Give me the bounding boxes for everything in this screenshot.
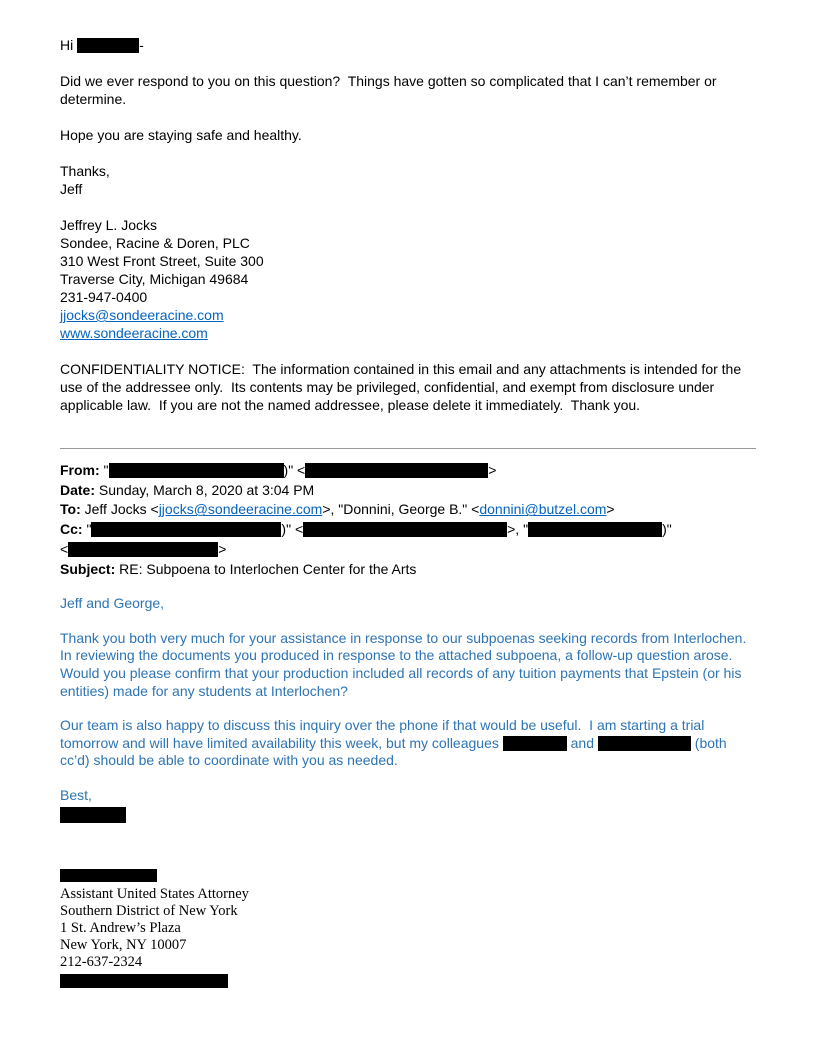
cc-text: >, " xyxy=(507,521,529,538)
redaction-bar xyxy=(305,463,488,478)
signature-website-link[interactable]: www.sondeeracine.com xyxy=(60,325,208,341)
redaction-bar xyxy=(303,522,507,537)
quoted-text: Our team is also happy to discuss this inquiry over the phone if that would be useful. I am starting a trial tomorrow and will have limited availability this week, but my colleagues xyxy=(60,717,709,751)
signature-city: Traverse City, Michigan 49684 xyxy=(60,271,249,287)
from-text: )" < xyxy=(283,462,306,478)
signature-phone: 231-947-0400 xyxy=(60,289,148,305)
cc-text: )" xyxy=(662,521,672,538)
ausa-address-line2: New York, NY 10007 xyxy=(60,936,187,953)
signature-email-link[interactable]: jjocks@sondeeracine.com xyxy=(60,307,224,323)
from-line xyxy=(60,461,756,481)
subject-label: Subject: xyxy=(60,560,116,577)
quoted-message-header xyxy=(60,461,756,579)
date-value: Sunday, March 8, 2020 at 3:04 PM xyxy=(95,481,315,498)
quoted-signoff: Best, xyxy=(60,786,92,803)
quoted-text: and xyxy=(566,734,598,751)
redaction-bar-attorney-name xyxy=(60,869,157,882)
subject-value: RE: Subpoena to Interlochen Center for the Arts xyxy=(115,560,417,577)
signature-name: Jeffrey L. Jocks xyxy=(60,217,158,233)
signature-email-line xyxy=(60,306,756,324)
redaction-bar-attorney-email xyxy=(60,974,228,988)
redaction-bar xyxy=(77,38,139,53)
redaction-bar xyxy=(528,522,662,537)
redaction-bar xyxy=(503,736,567,751)
greeting-prefix: Hi xyxy=(60,37,78,53)
from-label: From: xyxy=(60,462,100,478)
signature-firm: Sondee, Racine & Doren, PLC xyxy=(60,235,250,251)
greeting-suffix: - xyxy=(139,37,144,53)
to-email-link-jocks[interactable]: jjocks@sondeeracine.com xyxy=(158,501,323,518)
cc-line-continued xyxy=(60,540,756,560)
cc-text: " xyxy=(82,521,92,538)
ausa-title: Assistant United States Attorney xyxy=(60,885,249,902)
to-email-link-donnini[interactable]: donnini@butzel.com xyxy=(479,501,607,518)
quoted-salutation: Jeff and George, xyxy=(60,595,165,612)
from-text: " xyxy=(99,462,109,478)
closing-line: Thanks, xyxy=(60,163,110,179)
cc-label: Cc: xyxy=(60,521,83,538)
redaction-bar-sender-name xyxy=(60,807,126,823)
greeting-line xyxy=(60,36,756,54)
cc-text: > xyxy=(218,540,227,557)
redaction-bar xyxy=(109,463,284,478)
signature-street: 310 West Front Street, Suite 300 xyxy=(60,253,264,269)
to-line xyxy=(60,500,756,520)
date-label: Date: xyxy=(60,481,96,498)
to-text: Jeff Jocks < xyxy=(80,501,159,518)
quoted-message-body xyxy=(60,595,756,822)
quoted-message-divider xyxy=(60,448,756,449)
ausa-address-line1: 1 St. Andrew’s Plaza xyxy=(60,919,181,936)
top-email-body xyxy=(60,36,756,414)
quoted-text: (both cc’d) should be able to coordinate with you as needed. xyxy=(60,734,731,769)
quoted-paragraph-availability xyxy=(60,717,756,770)
body-paragraph-wellwishes: Hope you are staying safe and healthy. xyxy=(60,127,302,143)
redaction-bar xyxy=(68,542,218,557)
cc-text: < xyxy=(60,540,69,557)
signature-website-line xyxy=(60,324,756,342)
subject-line xyxy=(60,560,756,580)
ausa-phone: 212-637-2324 xyxy=(60,953,143,970)
cc-text: )" < xyxy=(281,521,304,538)
from-text: > xyxy=(488,462,497,478)
body-paragraph-question: Did we ever respond to you on this question? Things have gotten so complicated that I can’t remember or determine. xyxy=(60,73,721,107)
date-line xyxy=(60,481,756,501)
to-label: To: xyxy=(60,501,81,518)
ausa-district: Southern District of New York xyxy=(60,902,238,919)
to-text: >, "Donnini, George B." < xyxy=(322,501,480,518)
sender-signature-block xyxy=(60,216,756,342)
quoted-paragraph-subpoena: Thank you both very much for your assistance in response to our subpoenas seeking records from Interlochen. In reviewing the documents you produced in response to the attached subpoena, a follow-up question arose. Would you please confirm that your production included all records of any tuition payments that Epstein (or his entities) made for any students at Interlochen? xyxy=(60,629,755,699)
ausa-signature-block xyxy=(60,869,756,988)
to-text: > xyxy=(606,501,615,518)
confidentiality-notice: CONFIDENTIALITY NOTICE: The information contained in this email and any attachments is intended for the use of the addressee only. Its contents may be privileged, confidential, and exempt from disclosure under applicable law. If you are not the named addressee, please delete it immediately. Thank you. xyxy=(60,361,746,413)
redaction-bar xyxy=(91,522,281,537)
closing-name: Jeff xyxy=(60,181,83,197)
cc-line xyxy=(60,520,756,540)
redaction-bar xyxy=(598,736,691,751)
